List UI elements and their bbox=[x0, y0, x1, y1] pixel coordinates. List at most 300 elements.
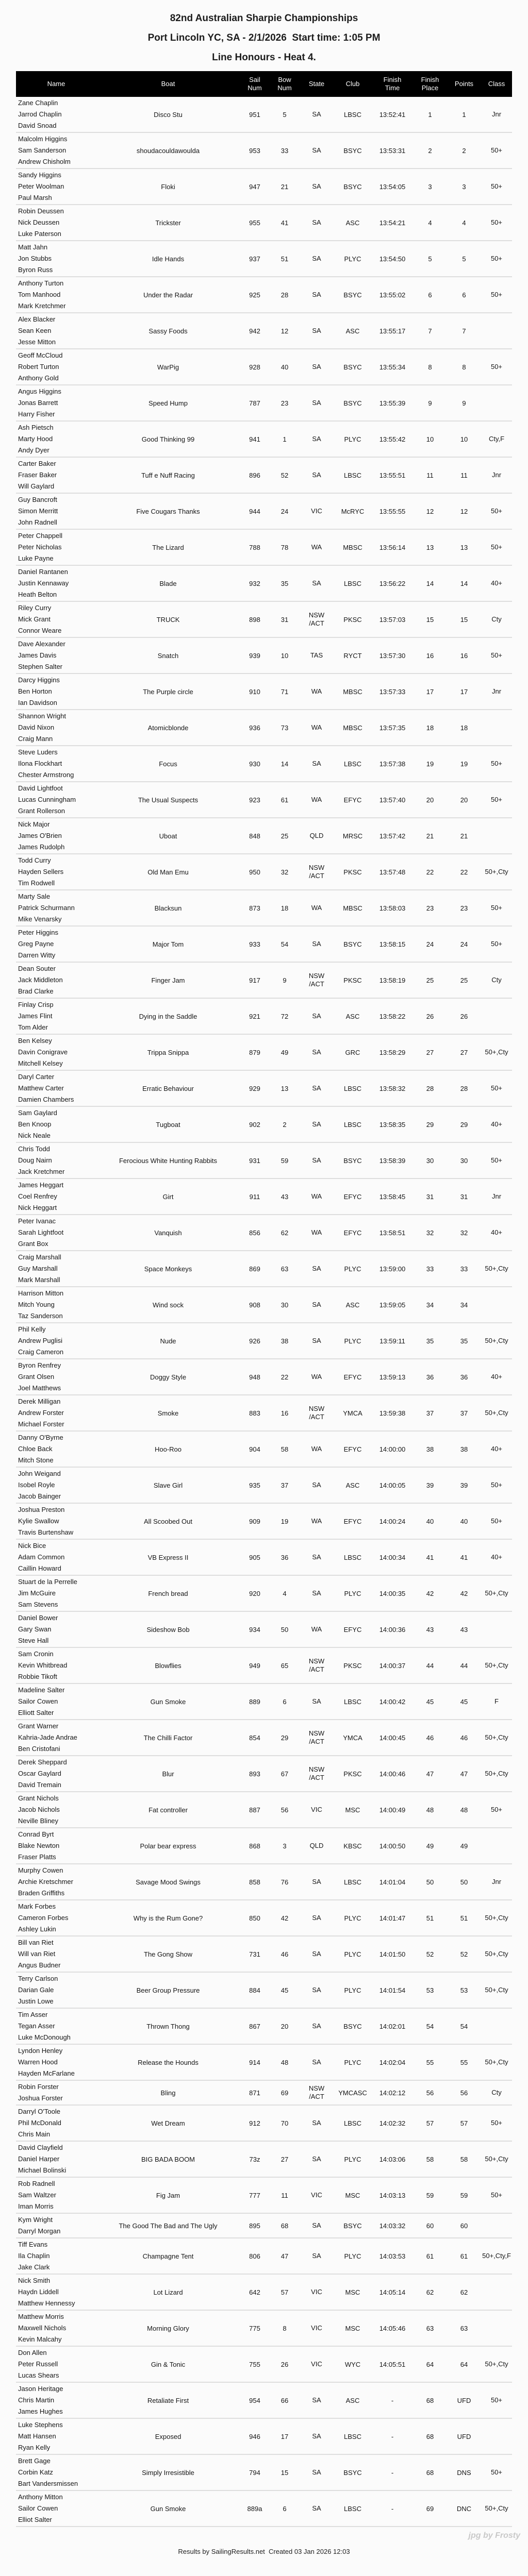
crew-name: James Flint bbox=[18, 1012, 53, 1020]
club: PLYC bbox=[344, 2155, 361, 2163]
club: LBSC bbox=[344, 471, 361, 479]
col-header-sail: Sail Num bbox=[240, 71, 270, 97]
crew-names bbox=[16, 1178, 96, 1215]
crew-name: Alex Blacker bbox=[18, 315, 56, 323]
finish-place: 15 bbox=[426, 615, 434, 624]
table-row bbox=[16, 313, 512, 349]
sail-num: 871 bbox=[249, 2089, 260, 2097]
state: WA bbox=[311, 1625, 322, 1633]
finish-time: 14:00:24 bbox=[379, 1517, 406, 1525]
finish-place: 40 bbox=[426, 1517, 434, 1525]
crew-name: Jason Heritage bbox=[18, 2385, 63, 2393]
boat-name: Five Cougars Thanks bbox=[136, 507, 200, 515]
crew-name: Doug Nairn bbox=[18, 1156, 52, 1164]
boat-name: Dying in the Saddle bbox=[139, 1012, 197, 1020]
finish-time: 13:55:02 bbox=[379, 291, 406, 299]
finish-time: 13:57:40 bbox=[379, 796, 406, 804]
finish-place: 11 bbox=[426, 471, 434, 479]
points: 41 bbox=[460, 1553, 468, 1561]
class-label: 50+ bbox=[490, 2191, 503, 2199]
crew-name: Dean Souter bbox=[18, 965, 56, 972]
crew-names bbox=[16, 2105, 96, 2141]
crew-name: Nick Heggart bbox=[18, 1204, 57, 1211]
crew-name: Bill van Riet bbox=[18, 1939, 54, 1946]
club: WYC bbox=[344, 2360, 361, 2368]
crew-name: Stuart de la Perrelle bbox=[18, 1578, 77, 1586]
header-row bbox=[16, 71, 512, 97]
boat-name: Doggy Style bbox=[150, 1373, 187, 1381]
crew-names bbox=[16, 1828, 96, 1864]
state: WA bbox=[311, 796, 322, 803]
crew-name: Daniel Harper bbox=[18, 2155, 60, 2163]
crew-name: Derek Milligan bbox=[18, 1398, 61, 1405]
crew-names bbox=[16, 1647, 96, 1683]
crew-name: Hayden Sellers bbox=[18, 868, 64, 875]
finish-place: 5 bbox=[428, 255, 432, 263]
crew-name: Justin Kennaway bbox=[18, 579, 69, 587]
boat-name: Hoo-Roo bbox=[154, 1445, 182, 1453]
sail-num: 898 bbox=[249, 615, 260, 624]
crew-name: Blake Newton bbox=[18, 1842, 60, 1849]
crew-name: Kevin Whitbread bbox=[18, 1661, 68, 1669]
sail-num: 947 bbox=[249, 182, 260, 191]
club: McRYC bbox=[341, 507, 365, 515]
finish-time: 13:57:33 bbox=[379, 687, 406, 696]
sail-num: 934 bbox=[249, 1625, 260, 1634]
class-label: 50+ bbox=[490, 760, 503, 767]
crew-name: Connor Weare bbox=[18, 627, 62, 634]
club: ASC bbox=[345, 1301, 360, 1309]
club: BSYC bbox=[343, 1156, 362, 1165]
sail-num: 929 bbox=[249, 1084, 260, 1092]
club: LBSC bbox=[344, 1084, 361, 1092]
crew-name: Daniel Bower bbox=[18, 1614, 58, 1622]
crew-name: Byron Russ bbox=[18, 266, 53, 274]
class-label: 50+,Cty bbox=[485, 1048, 508, 1056]
points: 49 bbox=[460, 1842, 468, 1850]
state: SA bbox=[312, 2119, 321, 2127]
boat-name: Retaliate First bbox=[147, 2396, 189, 2404]
crew-names bbox=[16, 349, 96, 385]
state: SA bbox=[312, 1878, 321, 1885]
table-row bbox=[16, 132, 512, 169]
state: SA bbox=[312, 399, 321, 407]
crew-name: Patrick Schurmann bbox=[18, 904, 75, 912]
crew-name: Fraser Baker bbox=[18, 471, 57, 479]
points: 59 bbox=[460, 2191, 468, 2199]
state: SA bbox=[312, 2432, 321, 2440]
table-row bbox=[16, 1972, 512, 2008]
points: 53 bbox=[460, 1986, 468, 1994]
crew-name: Riley Curry bbox=[18, 604, 52, 612]
finish-place: 3 bbox=[428, 182, 432, 191]
boat-name: The Good The Bad and The Ugly bbox=[119, 2221, 218, 2230]
crew-names bbox=[16, 1936, 96, 1972]
crew-name: Darren Witty bbox=[18, 951, 56, 959]
finish-time: 14:03:13 bbox=[379, 2191, 406, 2199]
crew-name: Jake Clark bbox=[18, 2263, 50, 2271]
table-row bbox=[16, 1575, 512, 1611]
points: 27 bbox=[460, 1048, 468, 1056]
boat-name: Ferocious White Hunting Rabbits bbox=[119, 1156, 218, 1165]
crew-name: Mitch Stone bbox=[18, 1456, 54, 1464]
bow-num: 30 bbox=[280, 1301, 289, 1309]
crew-name: Anthony Gold bbox=[18, 374, 59, 382]
finish-place: 68 bbox=[426, 2468, 434, 2477]
club: BSYC bbox=[343, 146, 362, 155]
sail-num: 884 bbox=[249, 1986, 260, 1994]
club: PLYC bbox=[344, 2058, 361, 2066]
crew-name: David Nixon bbox=[18, 723, 55, 731]
club: PKSC bbox=[343, 1770, 362, 1778]
crew-names bbox=[16, 926, 96, 962]
bow-num: 38 bbox=[280, 1337, 289, 1345]
class-label bbox=[481, 2008, 512, 2044]
table-row bbox=[16, 457, 512, 493]
finish-place: 36 bbox=[426, 1373, 434, 1381]
crew-names bbox=[16, 277, 96, 313]
finish-time: 13:55:34 bbox=[379, 363, 406, 371]
bow-num: 3 bbox=[283, 1842, 287, 1850]
club: PLYC bbox=[344, 1950, 361, 1958]
table-row bbox=[16, 1683, 512, 1720]
boat-name: Blade bbox=[159, 579, 177, 587]
crew-name: Brett Gage bbox=[18, 2457, 51, 2465]
sail-num: 869 bbox=[249, 1265, 260, 1273]
bow-num: 28 bbox=[280, 291, 289, 299]
crew-name: Grant Box bbox=[18, 1240, 48, 1248]
boat-name: Simply Irresistible bbox=[142, 2468, 194, 2477]
crew-names bbox=[16, 1323, 96, 1359]
points: 1 bbox=[462, 110, 466, 119]
boat-name: Polar bear express bbox=[140, 1842, 196, 1850]
bow-num: 32 bbox=[280, 868, 289, 876]
points: 38 bbox=[460, 1445, 468, 1453]
finish-time: 14:01:54 bbox=[379, 1986, 406, 1994]
state: SA bbox=[312, 940, 321, 948]
table-row bbox=[16, 1142, 512, 1178]
table-row bbox=[16, 1106, 512, 1142]
bow-num: 47 bbox=[280, 2252, 289, 2260]
table-row bbox=[16, 169, 512, 205]
crew-names bbox=[16, 2177, 96, 2213]
crew-name: Elliott Salter bbox=[18, 1709, 54, 1716]
crew-name: Jon Stubbs bbox=[18, 255, 52, 262]
sail-num: 73z bbox=[249, 2155, 260, 2163]
finish-place: 50 bbox=[426, 1878, 434, 1886]
sail-num: 642 bbox=[249, 2288, 260, 2296]
crew-names bbox=[16, 493, 96, 529]
sail-num: 923 bbox=[249, 796, 260, 804]
class-label: Cty bbox=[491, 2089, 502, 2096]
crew-names bbox=[16, 1972, 96, 2008]
crew-name: Bart Vandersmissen bbox=[18, 2480, 78, 2487]
crew-name: John Weigand bbox=[18, 1470, 61, 1477]
club: MBSC bbox=[343, 723, 362, 732]
points: 6 bbox=[462, 291, 466, 299]
bow-num: 12 bbox=[280, 327, 289, 335]
state: WA bbox=[311, 723, 322, 731]
club: EFYC bbox=[343, 1445, 362, 1453]
finish-place: 24 bbox=[426, 940, 434, 948]
boat-name: The Lizard bbox=[152, 543, 184, 551]
crew-names bbox=[16, 1792, 96, 1828]
sail-num: 937 bbox=[249, 255, 260, 263]
col-header-bow: Bow Num bbox=[270, 71, 300, 97]
points: 22 bbox=[460, 868, 468, 876]
finish-time: 14:05:46 bbox=[379, 2324, 406, 2332]
crew-name: Peter Higgins bbox=[18, 929, 59, 936]
crew-name: Kylie Swallow bbox=[18, 1517, 59, 1525]
state: SA bbox=[312, 1120, 321, 1128]
boat-name: Nude bbox=[160, 1337, 176, 1345]
crew-name: Malcolm Higgins bbox=[18, 135, 68, 143]
crew-names bbox=[16, 601, 96, 637]
state: SA bbox=[312, 1265, 321, 1272]
crew-name: Shannon Wright bbox=[18, 712, 66, 720]
club: EFYC bbox=[343, 1192, 362, 1201]
state: SA bbox=[312, 435, 321, 443]
table-row bbox=[16, 998, 512, 1034]
finish-time: 13:57:48 bbox=[379, 868, 406, 876]
finish-time: 14:00:00 bbox=[379, 1445, 406, 1453]
points: 16 bbox=[460, 651, 468, 660]
points: 26 bbox=[460, 1012, 468, 1020]
crew-name: Craig Mann bbox=[18, 735, 53, 743]
boat-name: The Gong Show bbox=[144, 1950, 192, 1958]
crew-name: Mark Kretchmer bbox=[18, 302, 66, 310]
table-row bbox=[16, 818, 512, 854]
table-row bbox=[16, 2141, 512, 2177]
crew-name: Maxwell Nichols bbox=[18, 2324, 67, 2332]
boat-name: Bling bbox=[160, 2089, 176, 2097]
class-label bbox=[481, 1287, 512, 1323]
crew-names bbox=[16, 97, 96, 132]
crew-name: Derek Sheppard bbox=[18, 1758, 67, 1766]
finish-time: 14:05:14 bbox=[379, 2288, 406, 2296]
crew-name: Greg Payne bbox=[18, 940, 54, 948]
crew-name: Danny O'Byrne bbox=[18, 1434, 63, 1441]
class-label: 40+ bbox=[490, 1445, 503, 1453]
bow-num: 17 bbox=[280, 2432, 289, 2440]
crew-names bbox=[16, 1106, 96, 1142]
state: SA bbox=[312, 291, 321, 298]
crew-name: Ben Kelsey bbox=[18, 1037, 52, 1045]
crew-names bbox=[16, 1251, 96, 1287]
club: PLYC bbox=[344, 1986, 361, 1994]
club: ASC bbox=[345, 1012, 360, 1020]
crew-name: Angus Budner bbox=[18, 1961, 61, 1969]
class-label bbox=[481, 1611, 512, 1647]
crew-name: Craig Cameron bbox=[18, 1348, 64, 1356]
bow-num: 41 bbox=[280, 218, 289, 227]
table-row bbox=[16, 97, 512, 132]
finish-time: 14:01:50 bbox=[379, 1950, 406, 1958]
crew-name: Simon Merritt bbox=[18, 507, 58, 515]
crew-name: Heath Belton bbox=[18, 591, 57, 598]
finish-time: 14:02:01 bbox=[379, 2022, 406, 2030]
points: 12 bbox=[460, 507, 468, 515]
crew-names bbox=[16, 1467, 96, 1503]
crew-name: Robin Deussen bbox=[18, 207, 64, 215]
bow-num: 50 bbox=[280, 1625, 289, 1634]
crew-name: Harry Fisher bbox=[18, 410, 55, 418]
class-label bbox=[481, 1828, 512, 1864]
finish-place: 13 bbox=[426, 543, 434, 551]
club: BSYC bbox=[343, 2221, 362, 2230]
points: 55 bbox=[460, 2058, 468, 2066]
crew-names bbox=[16, 1070, 96, 1106]
sail-num: 942 bbox=[249, 327, 260, 335]
crew-name: Chris Todd bbox=[18, 1145, 50, 1153]
state: SA bbox=[312, 1012, 321, 1020]
bow-num: 59 bbox=[280, 1156, 289, 1165]
finish-time: 13:56:14 bbox=[379, 543, 406, 551]
table-row bbox=[16, 2382, 512, 2418]
finish-time: 13:59:05 bbox=[379, 1301, 406, 1309]
boat-name: Fig Jam bbox=[156, 2191, 180, 2199]
finish-place: 58 bbox=[426, 2155, 434, 2163]
col-header-club: Club bbox=[334, 71, 372, 97]
crew-name: Sam Stevens bbox=[18, 1601, 58, 1608]
col-header-name: Name bbox=[16, 71, 96, 97]
sail-num: 794 bbox=[249, 2468, 260, 2477]
crew-names bbox=[16, 818, 96, 854]
points: 60 bbox=[460, 2221, 468, 2230]
sail-num: 848 bbox=[249, 832, 260, 840]
finish-place: 19 bbox=[426, 760, 434, 768]
class-label: 40+ bbox=[490, 579, 503, 587]
class-label: 50+,Cty bbox=[485, 1770, 508, 1777]
boat-name: Lot Lizard bbox=[153, 2288, 183, 2296]
table-row bbox=[16, 565, 512, 601]
class-label bbox=[481, 2418, 512, 2454]
crew-names bbox=[16, 313, 96, 349]
club: MSC bbox=[345, 2324, 360, 2332]
finish-place: 64 bbox=[426, 2360, 434, 2368]
boat-name: Focus bbox=[159, 760, 177, 768]
crew-names bbox=[16, 1503, 96, 1539]
bow-num: 70 bbox=[280, 2119, 289, 2127]
results-table bbox=[16, 71, 512, 2527]
crew-name: Grant Rollerson bbox=[18, 807, 65, 815]
club: PKSC bbox=[343, 976, 362, 984]
bow-num: 73 bbox=[280, 723, 289, 732]
club: BSYC bbox=[343, 291, 362, 299]
crew-name: Warren Hood bbox=[18, 2058, 58, 2066]
crew-names bbox=[16, 2418, 96, 2454]
points: 51 bbox=[460, 1914, 468, 1922]
table-row bbox=[16, 2454, 512, 2490]
state: SA bbox=[312, 218, 321, 226]
state: NSW /ACT bbox=[308, 972, 325, 988]
club: RYCT bbox=[343, 651, 362, 660]
state: SA bbox=[312, 1084, 321, 1092]
finish-place: 31 bbox=[426, 1192, 434, 1201]
crew-names bbox=[16, 962, 96, 998]
state: SA bbox=[312, 2504, 321, 2512]
club: PLYC bbox=[344, 435, 361, 443]
crew-name: Guy Bancroft bbox=[18, 496, 57, 503]
boat-name: Blur bbox=[162, 1770, 174, 1778]
crew-name: Darcy Higgins bbox=[18, 676, 60, 684]
crew-names bbox=[16, 1720, 96, 1756]
state: SA bbox=[312, 2252, 321, 2260]
state: QLD bbox=[309, 1842, 324, 1849]
bow-num: 57 bbox=[280, 2288, 289, 2296]
crew-names bbox=[16, 1034, 96, 1070]
state: VIC bbox=[311, 2360, 322, 2368]
points: 47 bbox=[460, 1770, 468, 1778]
crew-names bbox=[16, 132, 96, 169]
bow-num: 19 bbox=[280, 1517, 289, 1525]
club: LBSC bbox=[344, 110, 361, 119]
crew-name: Sarah Lightfoot bbox=[18, 1228, 64, 1236]
finish-place: 27 bbox=[426, 1048, 434, 1056]
bow-num: 43 bbox=[280, 1192, 289, 1201]
bow-num: 40 bbox=[280, 363, 289, 371]
club: PLYC bbox=[344, 255, 361, 263]
finish-time: 13:54:50 bbox=[379, 255, 406, 263]
boat-name: Space Monkeys bbox=[144, 1265, 192, 1273]
class-label: 50+,Cty bbox=[485, 1950, 508, 1958]
crew-name: David Tremain bbox=[18, 1781, 61, 1789]
points: 37 bbox=[460, 1409, 468, 1417]
points: 8 bbox=[462, 363, 466, 371]
finish-time: 13:59:11 bbox=[380, 1337, 405, 1345]
finish-place: 59 bbox=[426, 2191, 434, 2199]
points: 46 bbox=[460, 1733, 468, 1742]
class-label bbox=[481, 313, 512, 349]
points: DNC bbox=[456, 2504, 472, 2513]
state: SA bbox=[312, 1301, 321, 1308]
crew-names bbox=[16, 2382, 96, 2418]
points: 25 bbox=[460, 976, 468, 984]
crew-name: Ash Pietsch bbox=[18, 424, 54, 431]
sail-num: 944 bbox=[249, 507, 260, 515]
state: SA bbox=[312, 579, 321, 587]
sail-num: 933 bbox=[249, 940, 260, 948]
crew-name: Jim McGuire bbox=[18, 1589, 56, 1597]
boat-name: French bread bbox=[148, 1589, 188, 1597]
table-row bbox=[16, 1215, 512, 1251]
bow-num: 4 bbox=[283, 1589, 287, 1597]
crew-names bbox=[16, 2274, 96, 2310]
col-header-boat: Boat bbox=[96, 71, 240, 97]
col-header-points: Points bbox=[447, 71, 481, 97]
points: 42 bbox=[460, 1589, 468, 1597]
crew-names bbox=[16, 1575, 96, 1611]
crew-name: James Heggart bbox=[18, 1181, 64, 1189]
boat-name: Uboat bbox=[159, 832, 177, 840]
boat-name: Snatch bbox=[157, 651, 179, 660]
class-label: Jnr bbox=[491, 1192, 502, 1200]
crew-name: Cameron Forbes bbox=[18, 1914, 69, 1922]
crew-name: Darryl O'Toole bbox=[18, 2108, 60, 2115]
crew-name: Nick Deussen bbox=[18, 218, 60, 226]
crew-name: Jack Kretchmer bbox=[18, 1168, 65, 1175]
crew-name: Ben Horton bbox=[18, 687, 52, 695]
boat-name: The Chilli Factor bbox=[143, 1733, 193, 1742]
club: KBSC bbox=[343, 1842, 362, 1850]
club: YMCA bbox=[343, 1409, 362, 1417]
crew-names bbox=[16, 637, 96, 674]
sail-num: 889 bbox=[249, 1697, 260, 1706]
crew-name: Ryan Kelly bbox=[18, 2444, 51, 2451]
sail-num: 883 bbox=[249, 1409, 260, 1417]
table-row bbox=[16, 2080, 512, 2105]
class-label: Jnr bbox=[491, 471, 502, 479]
